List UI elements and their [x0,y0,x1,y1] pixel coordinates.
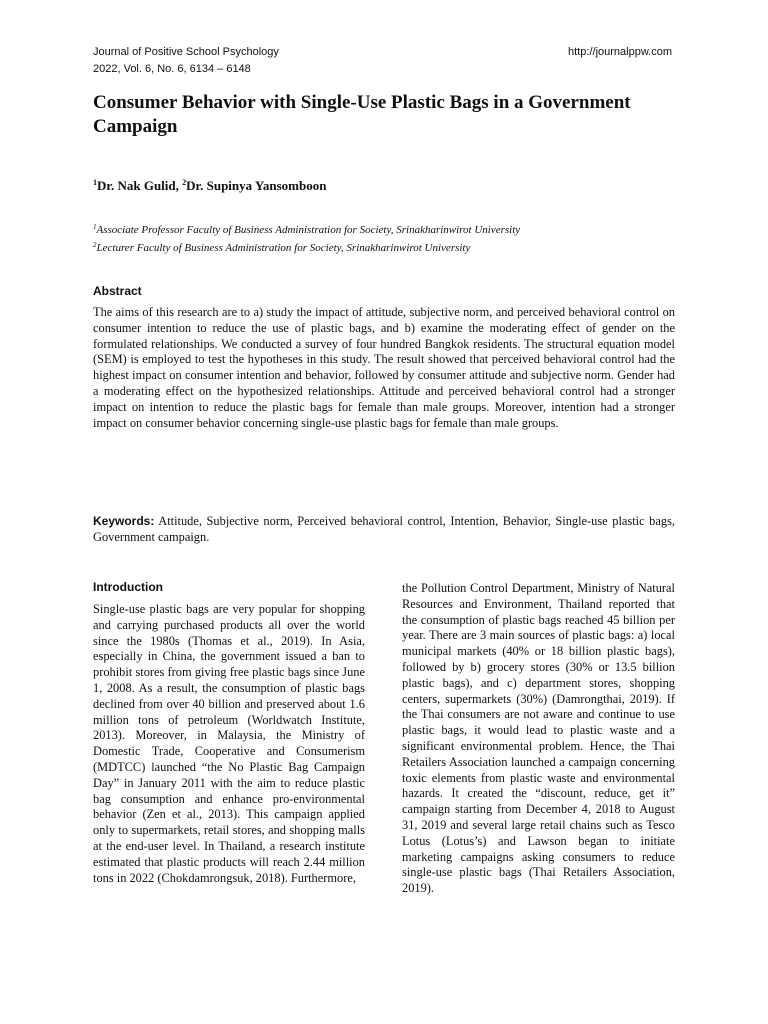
author-1-name: Dr. Nak Gulid, [97,178,183,193]
author-line [93,174,326,195]
affiliations [93,220,520,256]
abstract-heading: Abstract [93,284,142,298]
introduction-text-left: Single-use plastic bags are very popular for shopping and carrying purchased products all over the world since the 1980s (Thomas et al., 2019). In Asia, especially in China, the government issued a ban to prohibit stores from giving free plastic bags since June 1, 2008. As a result, the consumption of plastic bags declined from over 40 billion and preserved about 1.6 million tons of petroleum (Worldwatch Institute, 2013). Moreover, in Malaysia, the Ministry of Domestic Trade, Cooperative and Consumerism (MDTCC) launched “the No Plastic Bag Campaign Day” in January 2011 with the aim to reduce plastic bag consumption and enhance pro-environmental behavior (Zen et al., 2013). This campaign applied only to supermarkets, retail stores, and shopping malls at the end-user level. In Thailand, a research institute estimated that plastic products will reach 2.44 million tons in 2022 (Chokdamrongsuk, 2018). Furthermore, [93,602,365,885]
keywords [93,513,675,545]
affiliation-2-number: 2 [93,241,97,249]
author-2-number: 2 [182,178,187,187]
keywords-text: Attitude, Subjective norm, Perceived behavioral control, Intention, Behavior, Single-use plastic bags, Government campaign. [93,514,675,544]
affiliation-1 [93,220,520,238]
abstract-text: The aims of this research are to a) study the impact of attitude, subjective norm, and perceived behavioral control on consumer intention to reduce the use of plastic bags, and b) examine the moderating effect of gender on the formulated relationships. We conducted a survey of four hundred Bangkok residents. The structural equation model (SEM) is employed to test the hypotheses in this study. The result showed that perceived behavioral control had the highest impact on consumer intention and behavior, followed by consumer attitude and subjective norm. Gender had a moderating effect on the hypothesized relationships. Attitude and perceived behavioral control had a stronger impact on intention to reduce the plastic bags for female than male groups. Moreover, intention had a stronger impact on consumer behavior concerning single-use plastic bags for female than male groups. [93,305,675,430]
journal-issue: 2022, Vol. 6, No. 6, 6134 – 6148 [93,63,251,75]
introduction-heading: Introduction [93,580,163,594]
paper-title: Consumer Behavior with Single-Use Plastic Bags in a Government Campaign [93,92,631,137]
author-1-number: 1 [93,178,97,187]
running-header [93,44,279,78]
keywords-label: Keywords: [93,514,155,528]
affiliation-1-number: 1 [93,223,97,231]
affiliation-1-text: Associate Professor Faculty of Business Administration for Society, Srinakharinwirot University [96,224,521,236]
column-left [93,580,365,886]
affiliation-2-text: Lecturer Faculty of Business Administration for Society, Srinakharinwirot University [96,242,471,254]
affiliation-2 [93,238,520,256]
introduction-text-right: the Pollution Control Department, Ministry of Natural Resources and Environment, Thailand reported that the consumption of plastic bags reached 45 billion per year. There are 3 main sources of plastic bags: a) local municipal markets (40% or 18 billion plastic bags), followed by b) grocery stores (30% or 13.5 billion plastic bags), and c) department stores, shopping centers, supermarkets (30%) (Damrongthai, 2019). If the Thai consumers are not aware and continue to use plastic bags, it would lead to plastic waste and a significant environmental problem. Hence, the Thai Retailers Association launched a campaign concerning toxic elements from plastic waste and environmental hazards. It created the “discount, reduce, get it” campaign starting from December 4, 2018 to August 31, 2019 and several large retail chains such as Tesco Lotus (Lotus’s) and Lawson began to initiate marketing campaigns asking consumers to reduce single-use plastic bags (Thai Retailers Association, 2019). [402,581,675,896]
author-2-name: Dr. Supinya Yansomboon [186,178,327,193]
journal-url[interactable]: http://journalppw.com [568,46,672,58]
journal-name: Journal of Positive School Psychology [93,46,279,58]
column-right [402,581,675,897]
